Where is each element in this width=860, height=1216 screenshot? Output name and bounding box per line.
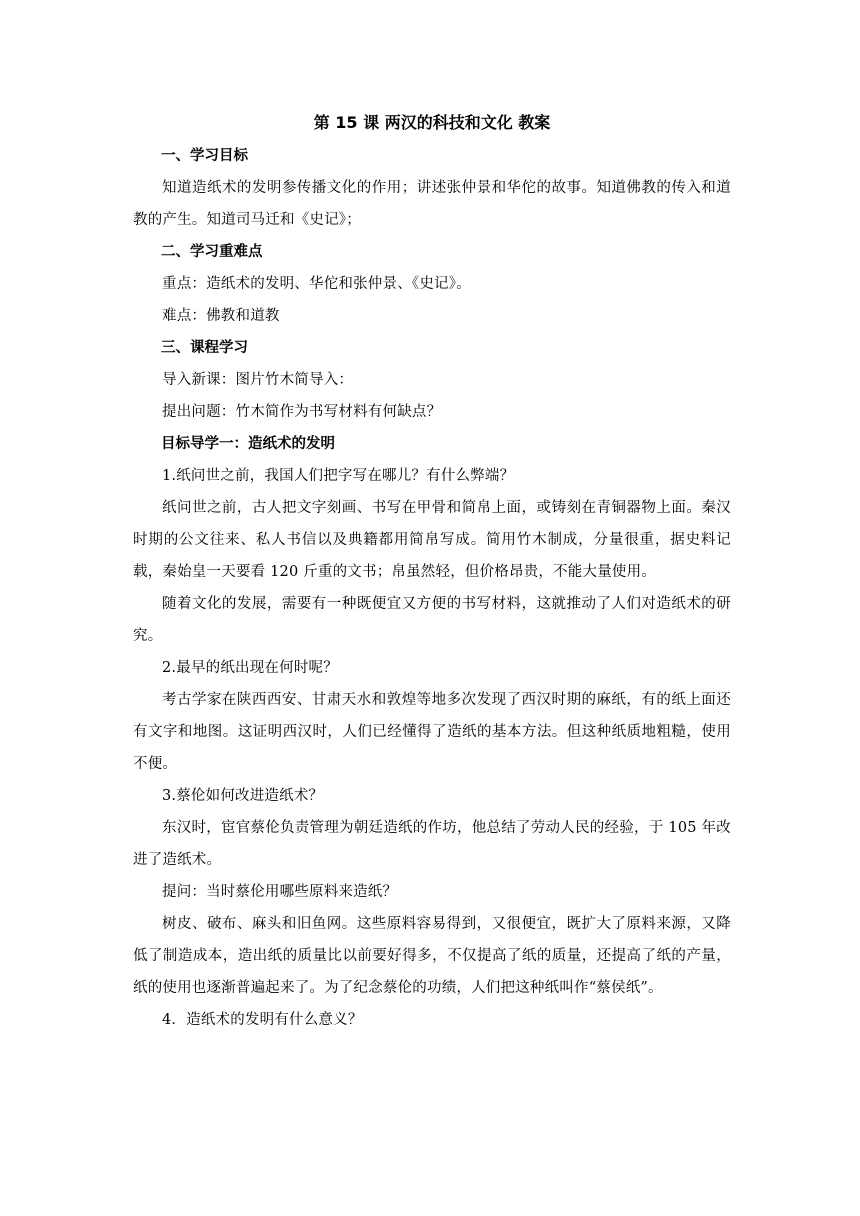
difficulties-paragraph: 难点：佛教和道教 <box>162 308 280 324</box>
document-body <box>133 106 731 1036</box>
question-3-sub: 提问：当时蔡伦用哪些原料来造纸？ <box>162 884 398 900</box>
answer-3-paragraph: 东汉时，宦官蔡伦负责管理为朝廷造纸的作坊，他总结了劳动人民的经验，于 105 年改进了造纸术。 <box>133 820 731 868</box>
question-3: 3.蔡伦如何改进造纸术？ <box>162 788 324 804</box>
course-heading: 三、课程学习 <box>161 340 248 356</box>
answer-3-sub-paragraph: 树皮、破布、麻头和旧鱼网。这些原料容易得到，又很便宜，既扩大了原料来源，又降低了制造成本，造出纸的质量比以前要好得多，不仅提高了纸的质量，还提高了纸的产量，纸的使用也逐渐普遍起来了。为了纪念蔡伦的功绩，人们把这种纸叫作“蔡侯纸”。 <box>133 916 731 996</box>
intro-paragraph: 导入新课：图片竹木简导入： <box>162 372 354 388</box>
page-title: 第 15 课 两汉的科技和文化 教案 <box>313 113 551 132</box>
question-paragraph: 提出问题：竹木简作为书写材料有何缺点？ <box>162 404 442 420</box>
question-2: 2.最早的纸出现在何时呢？ <box>162 660 338 676</box>
question-4: 4．造纸术的发明有什么意义？ <box>162 1012 363 1028</box>
objectives-paragraph: 知道造纸术的发明参传播文化的作用；讲述张仲景和华佗的故事。知道佛教的传入和道教的产生。知道司马迁和《史记》； <box>133 180 731 228</box>
question-1: 1.纸问世之前，我国人们把字写在哪儿？有什么弊端？ <box>162 468 515 484</box>
key-points-heading: 二、学习重难点 <box>161 244 263 260</box>
answer-2-paragraph: 考古学家在陕西西安、甘肃天水和敦煌等地多次发现了西汉时期的麻纸，有的纸上面还有文字和地图。这证明西汉时，人们已经懂得了造纸的基本方法。但这种纸质地粗糙，使用不便。 <box>133 692 731 772</box>
answer-1-paragraph: 纸问世之前，古人把文字刻画、书写在甲骨和简帛上面，或铸刻在青铜器物上面。秦汉时期的公文往来、私人书信以及典籍都用简帛写成。简用竹木制成，分量很重，据史料记载，秦始皇一天要看 120 斤重的文书；帛虽然轻，但价格昂贵，不能大量使用。 <box>133 500 731 580</box>
objectives-heading: 一、学习目标 <box>161 148 248 164</box>
answer-1-continuation: 随着文化的发展，需要有一种既便宜又方便的书写材料，这就推动了人们对造纸术的研究。 <box>133 596 731 644</box>
key-points-paragraph: 重点：造纸术的发明、华佗和张仲景、《史记》。 <box>162 276 471 292</box>
goal-one-heading: 目标导学一：造纸术的发明 <box>161 436 335 452</box>
